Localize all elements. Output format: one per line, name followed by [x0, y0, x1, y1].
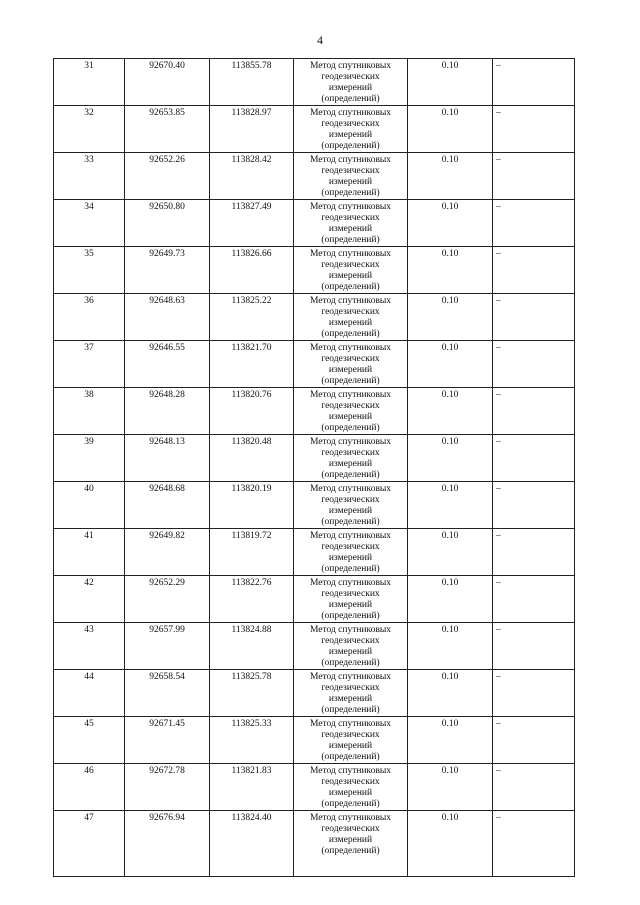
method-cell	[294, 576, 408, 623]
accuracy-cell: 0.10	[408, 811, 493, 877]
method-line: геодезических	[321, 730, 380, 740]
accuracy-cell: 0.10	[408, 341, 493, 388]
table-row	[54, 153, 575, 200]
method-line: (определений)	[321, 423, 380, 433]
description-cell: –	[493, 717, 575, 764]
method-cell	[294, 59, 408, 106]
method-line: измерений	[328, 647, 373, 657]
method-line: геодезических	[321, 213, 380, 223]
method-line: измерений	[328, 553, 373, 563]
point-number-cell: 43	[54, 623, 125, 670]
x-coordinate-cell: 92648.13	[125, 435, 210, 482]
method-line: (определений)	[321, 752, 380, 762]
method-line: измерений	[328, 459, 373, 469]
method-cell	[294, 670, 408, 717]
description-cell: –	[493, 623, 575, 670]
method-line: (определений)	[321, 470, 380, 480]
method-line: геодезических	[321, 683, 380, 693]
accuracy-cell: 0.10	[408, 294, 493, 341]
method-line: геодезических	[321, 636, 380, 646]
point-number-cell: 32	[54, 106, 125, 153]
method-line: (определений)	[321, 611, 380, 621]
description-cell: –	[493, 811, 575, 877]
method-line: (определений)	[321, 799, 380, 809]
accuracy-cell: 0.10	[408, 106, 493, 153]
method-line: геодезических	[321, 307, 380, 317]
method-line: Метод спутниковых	[309, 766, 392, 776]
method-line: геодезических	[321, 119, 380, 129]
method-cell	[294, 811, 408, 877]
table-row	[54, 106, 575, 153]
table-row	[54, 388, 575, 435]
y-coordinate-cell: 113822.76	[210, 576, 294, 623]
method-line: Метод спутниковых	[309, 343, 392, 353]
method-line: геодезических	[321, 354, 380, 364]
y-coordinate-cell: 113820.76	[210, 388, 294, 435]
method-line: Метод спутниковых	[309, 531, 392, 541]
x-coordinate-cell: 92652.29	[125, 576, 210, 623]
method-line: Метод спутниковых	[309, 390, 392, 400]
method-line: (определений)	[321, 564, 380, 574]
point-number-cell: 45	[54, 717, 125, 764]
page-number: 4	[317, 33, 323, 47]
description-cell: –	[493, 294, 575, 341]
description-cell: –	[493, 59, 575, 106]
method-line: измерений	[328, 694, 373, 704]
method-cell	[294, 294, 408, 341]
method-line: геодезических	[321, 72, 380, 82]
y-coordinate-cell: 113819.72	[210, 529, 294, 576]
method-line: (определений)	[321, 376, 380, 386]
point-number-cell: 46	[54, 764, 125, 811]
method-line: (определений)	[321, 658, 380, 668]
method-line: (определений)	[321, 94, 380, 104]
description-cell: –	[493, 153, 575, 200]
method-line: Метод спутниковых	[309, 61, 392, 71]
method-line: геодезических	[321, 448, 380, 458]
table-row	[54, 341, 575, 388]
description-cell: –	[493, 482, 575, 529]
method-line: Метод спутниковых	[309, 578, 392, 588]
accuracy-cell: 0.10	[408, 623, 493, 670]
x-coordinate-cell: 92649.82	[125, 529, 210, 576]
method-line: геодезических	[321, 166, 380, 176]
y-coordinate-cell: 113824.88	[210, 623, 294, 670]
method-line: Метод спутниковых	[309, 108, 392, 118]
method-cell	[294, 106, 408, 153]
method-line: (определений)	[321, 282, 380, 292]
x-coordinate-cell: 92652.26	[125, 153, 210, 200]
x-coordinate-cell: 92671.45	[125, 717, 210, 764]
method-line: Метод спутниковых	[309, 672, 392, 682]
description-cell: –	[493, 388, 575, 435]
method-line: измерений	[328, 506, 373, 516]
accuracy-cell: 0.10	[408, 59, 493, 106]
method-line: геодезических	[321, 589, 380, 599]
table-row	[54, 811, 575, 877]
method-cell	[294, 435, 408, 482]
method-line: измерений	[328, 83, 373, 93]
table-row	[54, 717, 575, 764]
accuracy-cell: 0.10	[408, 764, 493, 811]
method-line: (определений)	[321, 517, 380, 527]
accuracy-cell: 0.10	[408, 435, 493, 482]
method-line: измерений	[328, 365, 373, 375]
y-coordinate-cell: 113821.70	[210, 341, 294, 388]
accuracy-cell: 0.10	[408, 153, 493, 200]
description-cell: –	[493, 670, 575, 717]
accuracy-cell: 0.10	[408, 482, 493, 529]
method-line: Метод спутниковых	[309, 484, 392, 494]
point-number-cell: 41	[54, 529, 125, 576]
method-line: измерений	[328, 412, 373, 422]
description-cell: –	[493, 106, 575, 153]
y-coordinate-cell: 113820.48	[210, 435, 294, 482]
method-line: измерений	[328, 271, 373, 281]
point-number-cell: 40	[54, 482, 125, 529]
method-line: Метод спутниковых	[309, 296, 392, 306]
y-coordinate-cell: 113825.33	[210, 717, 294, 764]
y-coordinate-cell: 113825.78	[210, 670, 294, 717]
x-coordinate-cell: 92648.28	[125, 388, 210, 435]
point-number-cell: 44	[54, 670, 125, 717]
method-line: Метод спутниковых	[309, 202, 392, 212]
method-line: Метод спутниковых	[309, 155, 392, 165]
table-row	[54, 435, 575, 482]
y-coordinate-cell: 113825.22	[210, 294, 294, 341]
accuracy-cell: 0.10	[408, 247, 493, 294]
table-row	[54, 670, 575, 717]
method-cell	[294, 717, 408, 764]
method-cell	[294, 341, 408, 388]
point-number-cell: 35	[54, 247, 125, 294]
x-coordinate-cell: 92658.54	[125, 670, 210, 717]
x-coordinate-cell: 92650.80	[125, 200, 210, 247]
method-line: (определений)	[321, 188, 380, 198]
y-coordinate-cell: 113820.19	[210, 482, 294, 529]
x-coordinate-cell: 92648.68	[125, 482, 210, 529]
accuracy-cell: 0.10	[408, 200, 493, 247]
method-line: измерений	[328, 835, 373, 845]
table-row	[54, 623, 575, 670]
accuracy-cell: 0.10	[408, 388, 493, 435]
method-line: измерений	[328, 130, 373, 140]
y-coordinate-cell: 113821.83	[210, 764, 294, 811]
table-row	[54, 59, 575, 106]
method-line: (определений)	[321, 329, 380, 339]
description-cell: –	[493, 200, 575, 247]
method-line: Метод спутниковых	[309, 813, 392, 823]
accuracy-cell: 0.10	[408, 717, 493, 764]
method-line: измерений	[328, 741, 373, 751]
x-coordinate-cell: 92676.94	[125, 811, 210, 877]
x-coordinate-cell: 92646.55	[125, 341, 210, 388]
method-cell	[294, 764, 408, 811]
accuracy-cell: 0.10	[408, 529, 493, 576]
table-row	[54, 764, 575, 811]
method-line: геодезических	[321, 260, 380, 270]
point-number-cell: 47	[54, 811, 125, 877]
method-line: измерений	[328, 600, 373, 610]
method-line: геодезических	[321, 542, 380, 552]
description-cell: –	[493, 247, 575, 294]
description-cell: –	[493, 764, 575, 811]
x-coordinate-cell: 92648.63	[125, 294, 210, 341]
method-line: геодезических	[321, 824, 380, 834]
y-coordinate-cell: 113855.78	[210, 59, 294, 106]
description-cell: –	[493, 529, 575, 576]
x-coordinate-cell: 92653.85	[125, 106, 210, 153]
table-row	[54, 529, 575, 576]
y-coordinate-cell: 113827.49	[210, 200, 294, 247]
method-line: геодезических	[321, 777, 380, 787]
method-line: измерений	[328, 788, 373, 798]
method-line: измерений	[328, 177, 373, 187]
method-line: геодезических	[321, 495, 380, 505]
point-number-cell: 38	[54, 388, 125, 435]
method-line: Метод спутниковых	[309, 719, 392, 729]
y-coordinate-cell: 113828.42	[210, 153, 294, 200]
accuracy-cell: 0.10	[408, 576, 493, 623]
method-line: измерений	[328, 318, 373, 328]
x-coordinate-cell: 92672.78	[125, 764, 210, 811]
table-row	[54, 482, 575, 529]
description-cell: –	[493, 576, 575, 623]
method-line: измерений	[328, 224, 373, 234]
point-number-cell: 37	[54, 341, 125, 388]
method-line: Метод спутниковых	[309, 437, 392, 447]
method-cell	[294, 388, 408, 435]
y-coordinate-cell: 113826.66	[210, 247, 294, 294]
x-coordinate-cell: 92649.73	[125, 247, 210, 294]
table-row	[54, 247, 575, 294]
y-coordinate-cell: 113824.40	[210, 811, 294, 877]
description-cell: –	[493, 435, 575, 482]
table-row	[54, 200, 575, 247]
accuracy-cell: 0.10	[408, 670, 493, 717]
point-number-cell: 34	[54, 200, 125, 247]
method-line: Метод спутниковых	[309, 625, 392, 635]
coordinates-table	[53, 58, 575, 877]
x-coordinate-cell: 92657.99	[125, 623, 210, 670]
point-number-cell: 33	[54, 153, 125, 200]
method-cell	[294, 200, 408, 247]
x-coordinate-cell: 92670.40	[125, 59, 210, 106]
method-cell	[294, 153, 408, 200]
point-number-cell: 31	[54, 59, 125, 106]
table-row	[54, 576, 575, 623]
method-line: Метод спутниковых	[309, 249, 392, 259]
description-cell: –	[493, 341, 575, 388]
table-row	[54, 294, 575, 341]
method-line: (определений)	[321, 141, 380, 151]
method-cell	[294, 247, 408, 294]
method-cell	[294, 623, 408, 670]
point-number-cell: 39	[54, 435, 125, 482]
coordinates-table-body	[54, 59, 575, 877]
point-number-cell: 42	[54, 576, 125, 623]
method-line: (определений)	[321, 235, 380, 245]
method-line: (определений)	[321, 705, 380, 715]
y-coordinate-cell: 113828.97	[210, 106, 294, 153]
method-cell	[294, 482, 408, 529]
point-number-cell: 36	[54, 294, 125, 341]
method-cell	[294, 529, 408, 576]
method-line: геодезических	[321, 401, 380, 411]
method-line: (определений)	[321, 846, 380, 856]
